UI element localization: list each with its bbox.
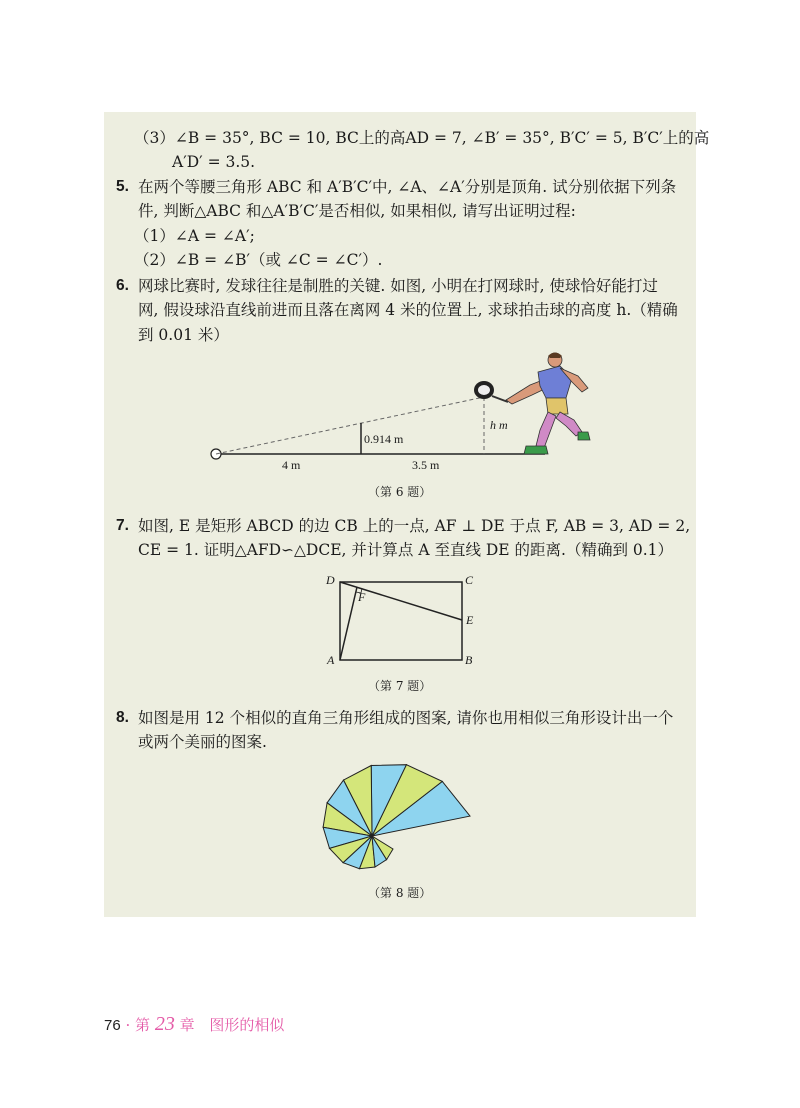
q7-number: 7. bbox=[116, 517, 129, 534]
fig6-caption: （第 6 题） bbox=[368, 485, 432, 499]
q4-part3-line2: A′D′ = 3.5. bbox=[172, 153, 256, 171]
q7-line2: CE = 1. 证明△AFD∽△DCE, 并计算点 A 至直线 DE 的距离.（精确到 0.1） bbox=[138, 541, 674, 559]
chapter-title: 图形的相似 bbox=[209, 1016, 285, 1034]
q7-line1: 如图, E 是矩形 ABCD 的边 CB 上的一点, AF ⊥ DE 于点 F, AB = 3, AD = 2, bbox=[138, 517, 691, 535]
q8-number: 8. bbox=[116, 709, 129, 726]
h-label: h m bbox=[490, 418, 508, 432]
label-b: B bbox=[465, 653, 473, 667]
page-footer bbox=[104, 1013, 284, 1036]
chapter-suffix: 章 bbox=[179, 1016, 195, 1034]
q5-line1: 在两个等腰三角形 ABC 和 A′B′C′中, ∠A、∠A′分别是顶角. 试分别依据下列条 bbox=[138, 178, 677, 196]
q6-line3: 到 0.01 米） bbox=[138, 326, 229, 344]
q6-number: 6. bbox=[116, 277, 129, 294]
label-a: A bbox=[327, 653, 335, 667]
q5-part1: （1）∠A = ∠A′; bbox=[134, 227, 255, 245]
net-height-label: 0.914 m bbox=[364, 432, 404, 446]
label-f: F bbox=[358, 590, 366, 604]
fig8-caption: （第 8 题） bbox=[368, 886, 432, 900]
q8-line1: 如图是用 12 个相似的直角三角形组成的图案, 请你也用相似三角形设计出一个 bbox=[138, 709, 674, 727]
distance-4m-label: 4 m bbox=[282, 458, 301, 472]
q5-number: 5. bbox=[116, 178, 129, 195]
distance-3-5m-label: 3.5 m bbox=[412, 458, 440, 472]
q5-part2: （2）∠B = ∠B′（或 ∠C = ∠C′）. bbox=[134, 251, 383, 269]
page-number: 76 bbox=[104, 1017, 121, 1034]
q6-line1: 网球比赛时, 发球往往是制胜的关键. 如图, 小明在打网球时, 使球恰好能打过 bbox=[138, 277, 658, 295]
label-d: D bbox=[326, 573, 335, 587]
q8-line2: 或两个美丽的图案. bbox=[138, 733, 267, 751]
q4-part3-line1: （3）∠B = 35°, BC = 10, BC上的高AD = 7, ∠B′ = 35°, B′C′ = 5, B′C′上的高 bbox=[134, 129, 710, 147]
fig7-caption: （第 7 题） bbox=[368, 679, 432, 693]
q5-line2: 件, 判断△ABC 和△A′B′C′是否相似, 如果相似, 请写出证明过程: bbox=[138, 202, 576, 220]
label-c: C bbox=[465, 573, 474, 587]
chapter-number: 23 bbox=[154, 1013, 175, 1035]
footer-separator: · bbox=[125, 1016, 131, 1034]
q6-line2: 网, 假设球沿直线前进而且落在离网 4 米的位置上, 求球拍击球的高度 h.（精确 bbox=[138, 301, 678, 319]
chapter-prefix: 第 bbox=[135, 1016, 151, 1034]
label-e: E bbox=[466, 613, 474, 627]
